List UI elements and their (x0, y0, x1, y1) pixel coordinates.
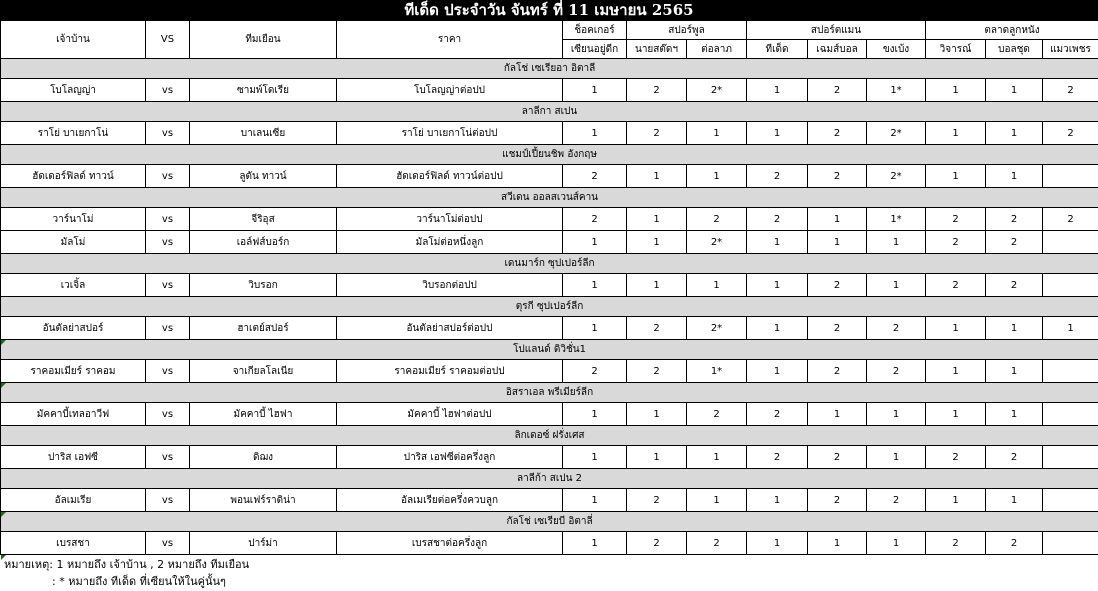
vs-label: vs (146, 446, 190, 469)
tip-pick: 1 (986, 317, 1043, 340)
tip-pick: 1 (627, 446, 687, 469)
tip-pick: 2 (747, 403, 808, 426)
match-row (1, 489, 1098, 512)
tip-pick: 1 (867, 446, 926, 469)
tip-pick: 1 (986, 122, 1043, 145)
league-name: เดนมาร์ก ซุปเปอร์ลีก (1, 254, 1098, 274)
league-row (1, 59, 1098, 79)
header-group-sportsman: สปอร์ตแมน (747, 21, 926, 40)
home-team: อันตัลย่าสปอร์ (1, 317, 146, 340)
tip-pick: 2 (808, 360, 867, 383)
odds-text: ราคอมเมียร์ ราคอมต่อปป (337, 360, 563, 383)
league-row (1, 340, 1098, 360)
tip-pick: 1 (1043, 317, 1098, 340)
home-team: โบโลญญ่า (1, 79, 146, 102)
away-team: วิบรอก (190, 274, 337, 297)
tip-pick: 2 (747, 165, 808, 188)
tip-pick: 1 (563, 489, 627, 512)
tip-pick: 2 (563, 165, 627, 188)
tip-pick: 2* (687, 317, 747, 340)
tip-pick: 1 (926, 317, 986, 340)
tip-pick: 1 (627, 274, 687, 297)
home-team: เบรสชา (1, 532, 146, 555)
tip-pick: 2 (1043, 122, 1098, 145)
league-name: ลาลีก้า สเปน 2 (1, 469, 1098, 489)
league-row (1, 102, 1098, 122)
tip-pick: 1 (986, 79, 1043, 102)
match-row (1, 79, 1098, 102)
tip-pick: 2 (986, 446, 1043, 469)
league-name: สวีเดน ออลสเวนส์คาน (1, 188, 1098, 208)
tip-pick (1043, 403, 1098, 426)
away-team: ฮาเตย์สปอร์ (190, 317, 337, 340)
tip-pick: 1 (563, 317, 627, 340)
tip-pick (1043, 165, 1098, 188)
tip-pick: 1 (563, 532, 627, 555)
vs-label: vs (146, 403, 190, 426)
league-row (1, 297, 1098, 317)
away-team: จาเกียลโลเนีย (190, 360, 337, 383)
tip-pick: 1 (687, 274, 747, 297)
header-group-shocker: ช็อคเกอร์ (563, 21, 627, 40)
odds-text: มัลโม่ต่อหนึ่งลูก (337, 231, 563, 254)
tip-pick (1043, 489, 1098, 512)
tip-pick: 2 (986, 231, 1043, 254)
tip-pick: 2 (627, 360, 687, 383)
tip-pick: 1 (926, 122, 986, 145)
tip-pick (1043, 274, 1098, 297)
home-team: ฮัดเดอร์ฟิลด์ ทาวน์ (1, 165, 146, 188)
home-team: อัลเมเรีย (1, 489, 146, 512)
tip-pick: 2 (627, 79, 687, 102)
header-price: ราคา (337, 21, 563, 59)
tip-pick: 1 (563, 122, 627, 145)
tip-pick (1043, 446, 1098, 469)
odds-text: เบรสชาต่อครึ่งลูก (337, 532, 563, 555)
tip-pick: 2 (926, 208, 986, 231)
sheet-title: ทีเด็ด ประจำวัน จันทร์ ที่ 11 เมษายน 2565 (0, 0, 1098, 20)
match-row (1, 532, 1098, 555)
tip-pick: 1 (986, 165, 1043, 188)
odds-text: วิบรอกต่อปป (337, 274, 563, 297)
tip-pick: 2* (687, 79, 747, 102)
header-tipster: บอลชุด (986, 40, 1043, 59)
header-away: ทีมเยือน (190, 21, 337, 59)
odds-text: วาร์นาโม่ต่อปป (337, 208, 563, 231)
tip-pick: 2 (926, 446, 986, 469)
tip-pick: 1 (687, 165, 747, 188)
tip-pick: 1 (926, 403, 986, 426)
tip-pick: 1 (808, 532, 867, 555)
tip-pick: 2 (627, 317, 687, 340)
tip-pick: 2 (627, 122, 687, 145)
cell-comment-marker (1, 383, 6, 388)
tip-pick: 2 (1043, 208, 1098, 231)
home-team: ราคอมเมียร์ ราคอม (1, 360, 146, 383)
tip-pick: 2 (687, 403, 747, 426)
tip-pick: 2* (867, 165, 926, 188)
header-home: เจ้าบ้าน (1, 21, 146, 59)
tip-pick (1043, 231, 1098, 254)
header-tipster: นายสต๊ดฯ (627, 40, 687, 59)
header-group-talad: ตลาดลูกหนัง (926, 21, 1098, 40)
league-name: โปแลนด์ ดิวิชั่น1 (1, 340, 1098, 360)
tip-pick: 1* (687, 360, 747, 383)
tip-pick: 1 (986, 489, 1043, 512)
odds-text: มัคคาบี้ ไฮฟาต่อปป (337, 403, 563, 426)
tip-pick: 1 (563, 403, 627, 426)
match-row (1, 403, 1098, 426)
home-team: มัคคาบี้เทลอาวีฟ (1, 403, 146, 426)
tip-pick: 1 (563, 446, 627, 469)
header-row-groups (1, 21, 1098, 40)
odds-text: ปาริส เอฟซีต่อครึ่งลูก (337, 446, 563, 469)
header-tipster: ทีเด็ด (747, 40, 808, 59)
league-row (1, 383, 1098, 403)
tip-pick: 2 (986, 274, 1043, 297)
away-team: พอนเฟร์ราดิน่า (190, 489, 337, 512)
tip-pick: 2 (747, 446, 808, 469)
league-row (1, 469, 1098, 489)
tip-pick: 2 (808, 79, 867, 102)
footnote-line: หมายเหตุ: 1 หมายถึง เจ้าบ้าน , 2 หมายถึง ทีมเยือน (4, 558, 250, 571)
tip-pick: 1 (986, 403, 1043, 426)
tip-pick: 2 (808, 122, 867, 145)
match-row (1, 165, 1098, 188)
header-tipster: เฉมส์บอล (808, 40, 867, 59)
tip-pick: 1 (926, 489, 986, 512)
tip-pick: 1 (808, 208, 867, 231)
tip-pick: 1 (926, 165, 986, 188)
tip-pick: 2 (687, 532, 747, 555)
tip-pick (1043, 532, 1098, 555)
header-tipster: เซียนอยู่ดีก (563, 40, 627, 59)
tip-pick: 1 (747, 274, 808, 297)
tip-pick: 1 (926, 79, 986, 102)
tip-pick: 1* (867, 79, 926, 102)
tip-pick: 1 (747, 122, 808, 145)
league-row (1, 426, 1098, 446)
tip-pick: 2 (563, 360, 627, 383)
league-name: ตุรกี ซุปเปอร์ลีก (1, 297, 1098, 317)
tip-pick: 2 (986, 532, 1043, 555)
vs-label: vs (146, 489, 190, 512)
header-vs: VS (146, 21, 190, 59)
tip-pick: 1 (867, 274, 926, 297)
tip-pick: 1 (627, 165, 687, 188)
tip-pick: 2 (867, 317, 926, 340)
away-team: ดิฌง (190, 446, 337, 469)
tip-pick: 1 (926, 360, 986, 383)
tip-pick: 1 (986, 360, 1043, 383)
tip-pick: 1 (747, 360, 808, 383)
away-team: ลูตัน ทาวน์ (190, 165, 337, 188)
tip-pick: 1 (563, 79, 627, 102)
tip-pick: 2 (627, 532, 687, 555)
tip-pick: 1 (687, 446, 747, 469)
tip-pick: 2 (563, 208, 627, 231)
match-row (1, 231, 1098, 254)
away-team: ซามพ์โดเรีย (190, 79, 337, 102)
tip-pick: 2 (926, 231, 986, 254)
tip-pick: 1 (747, 231, 808, 254)
footnotes (4, 556, 249, 590)
vs-label: vs (146, 122, 190, 145)
home-team: ปาริส เอฟซี (1, 446, 146, 469)
tip-pick: 2* (867, 122, 926, 145)
league-row (1, 145, 1098, 165)
league-row (1, 188, 1098, 208)
tip-pick: 1 (747, 79, 808, 102)
tip-pick: 2 (808, 489, 867, 512)
tip-pick: 2 (867, 489, 926, 512)
header-tipster: ต่อลาภ (687, 40, 747, 59)
header-tipster: วิจารณ์ (926, 40, 986, 59)
tip-pick: 1 (687, 122, 747, 145)
vs-label: vs (146, 317, 190, 340)
tip-pick: 1 (563, 274, 627, 297)
tip-pick: 1 (563, 231, 627, 254)
header-tipster: แมวเพชร (1043, 40, 1098, 59)
away-team: มัคคาบี้ ไฮฟา (190, 403, 337, 426)
tip-pick: 1 (747, 489, 808, 512)
tip-pick: 2 (926, 274, 986, 297)
vs-label: vs (146, 532, 190, 555)
cell-comment-marker (1, 512, 6, 517)
odds-text: ฮัดเดอร์ฟิลด์ ทาวน์ต่อปป (337, 165, 563, 188)
match-row (1, 274, 1098, 297)
home-team: ราโย่ บาเยกาโน่ (1, 122, 146, 145)
tip-pick: 1* (867, 208, 926, 231)
league-name: กัลโช่ เซเรียอา อิตาลี (1, 59, 1098, 79)
match-row (1, 122, 1098, 145)
tip-pick: 2 (808, 165, 867, 188)
league-name: อิสราเอล พรีเมียร์ลีก (1, 383, 1098, 403)
vs-label: vs (146, 274, 190, 297)
tip-pick: 1 (808, 231, 867, 254)
league-row (1, 254, 1098, 274)
odds-text: อัลเมเรียต่อครึ่งควบลูก (337, 489, 563, 512)
tip-pick: 1 (808, 403, 867, 426)
tips-table-body (1, 21, 1098, 555)
header-group-sporpool: สปอร์พูล (627, 21, 747, 40)
tip-pick: 2 (627, 489, 687, 512)
tip-pick: 1 (867, 231, 926, 254)
odds-text: อันตัลย่าสปอร์ต่อปป (337, 317, 563, 340)
cell-comment-marker (1, 340, 6, 345)
tip-pick: 2 (747, 208, 808, 231)
tip-pick: 1 (747, 317, 808, 340)
tip-pick: 2* (687, 231, 747, 254)
away-team: ปาร์ม่า (190, 532, 337, 555)
vs-label: vs (146, 231, 190, 254)
tip-pick: 1 (627, 403, 687, 426)
tip-pick: 1 (627, 231, 687, 254)
tip-pick: 1 (867, 403, 926, 426)
tip-pick: 2 (1043, 79, 1098, 102)
footnote-line: : * หมายถึง ทีเด็ด ที่เซียนให้ในคู่นั้นๆ (52, 575, 226, 588)
tip-pick (1043, 360, 1098, 383)
odds-text: โบโลญญ่าต่อปป (337, 79, 563, 102)
home-team: เวเจิ้ล (1, 274, 146, 297)
vs-label: vs (146, 165, 190, 188)
league-name: ลิกเดอซ์ ฝรั่งเศส (1, 426, 1098, 446)
tip-pick: 2 (687, 208, 747, 231)
cell-comment-marker (1, 555, 6, 560)
home-team: มัลโม่ (1, 231, 146, 254)
odds-text: ราโย่ บาเยกาโน่ต่อปป (337, 122, 563, 145)
header-tipster: ขงเบ้ง (867, 40, 926, 59)
match-row (1, 208, 1098, 231)
match-row (1, 360, 1098, 383)
tip-pick: 2 (808, 446, 867, 469)
match-row (1, 446, 1098, 469)
tip-pick: 2 (926, 532, 986, 555)
vs-label: vs (146, 208, 190, 231)
away-team: บาเลนเซีย (190, 122, 337, 145)
tip-pick: 1 (747, 532, 808, 555)
home-team: วาร์นาโม่ (1, 208, 146, 231)
tip-pick: 2 (867, 360, 926, 383)
tip-pick: 2 (986, 208, 1043, 231)
tip-pick: 2 (808, 317, 867, 340)
league-row (1, 512, 1098, 532)
vs-label: vs (146, 79, 190, 102)
tips-table (0, 20, 1098, 555)
away-team: เอล์ฟส์บอร์ก (190, 231, 337, 254)
league-name: แชมป์เปี้ยนชิพ อังกฤษ (1, 145, 1098, 165)
tip-pick: 1 (627, 208, 687, 231)
league-name: ลาลีกา สเปน (1, 102, 1098, 122)
tip-pick: 2 (808, 274, 867, 297)
tip-pick: 1 (867, 532, 926, 555)
tip-pick: 1 (687, 489, 747, 512)
league-name: กัลโช่ เซเรียบี อิตาลี่ (1, 512, 1098, 532)
vs-label: vs (146, 360, 190, 383)
match-row (1, 317, 1098, 340)
away-team: จีริอุส (190, 208, 337, 231)
